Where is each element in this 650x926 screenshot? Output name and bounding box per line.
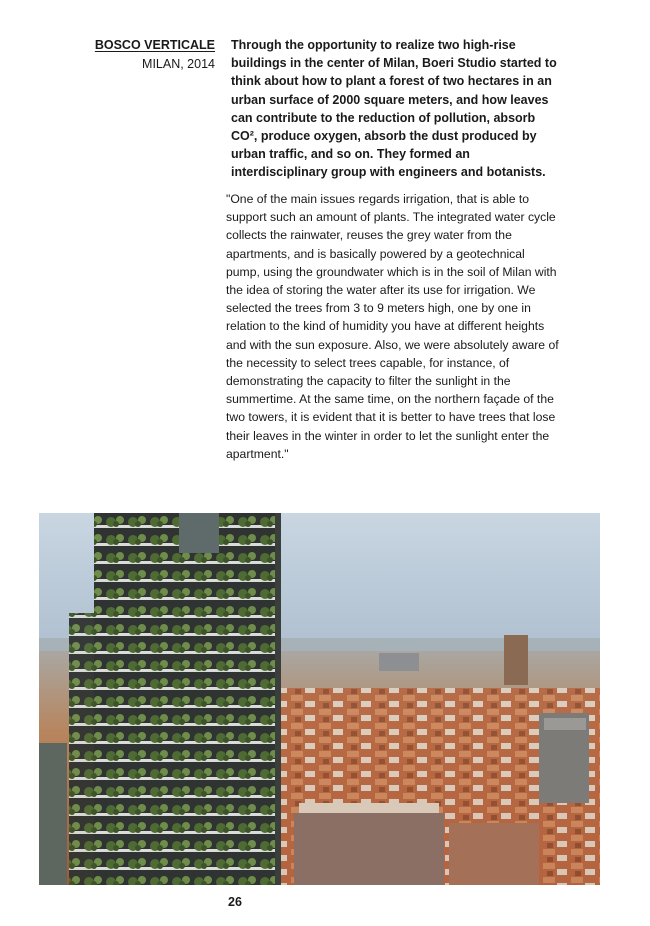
project-title: BOSCO VERTICALE [94,38,215,52]
project-location-date: MILAN, 2014 [142,57,215,71]
intro-paragraph: Through the opportunity to realize two high-rise buildings in the center of Milan, Boeri Studio started to think about how to plant a forest of two hectares in an urban surface of 2000 square meters, and how leaves can contribute to the reduction of pollution, absorb CO², produce oxygen, absorb the dust produced by urban traffic, and so on. They formed an interdisciplinary group with engineers and botanists. [231,38,557,180]
quote-paragraph: "One of the main issues regards irrigation, that is able to support such an amount of plants. The integrated water cycle collects the rainwater, reuses the grey water from the apartments, and is basically powered by a geotechnical pump, using the groundwater which is in the soil of Milan with the idea of storing the water after its use for irrigation. We selected the trees from 3 to 9 meters high, one by one in relation to the kind of humidity you have at different heights and with the sun exposure. Also, we were absolutely aware of the necessity to select trees capable, for instance, of demonstrating the capacity to filter the sunlight in the summertime. At the same time, on the northern façade of the two towers, it is evident that it is better to have trees that lose their leaves in the winter in order to let the sunlight enter the apartment." [226,192,559,461]
article-sidebar [60,36,215,74]
bosco-verticale-photo [39,513,600,885]
page-number: 26 [228,895,242,909]
